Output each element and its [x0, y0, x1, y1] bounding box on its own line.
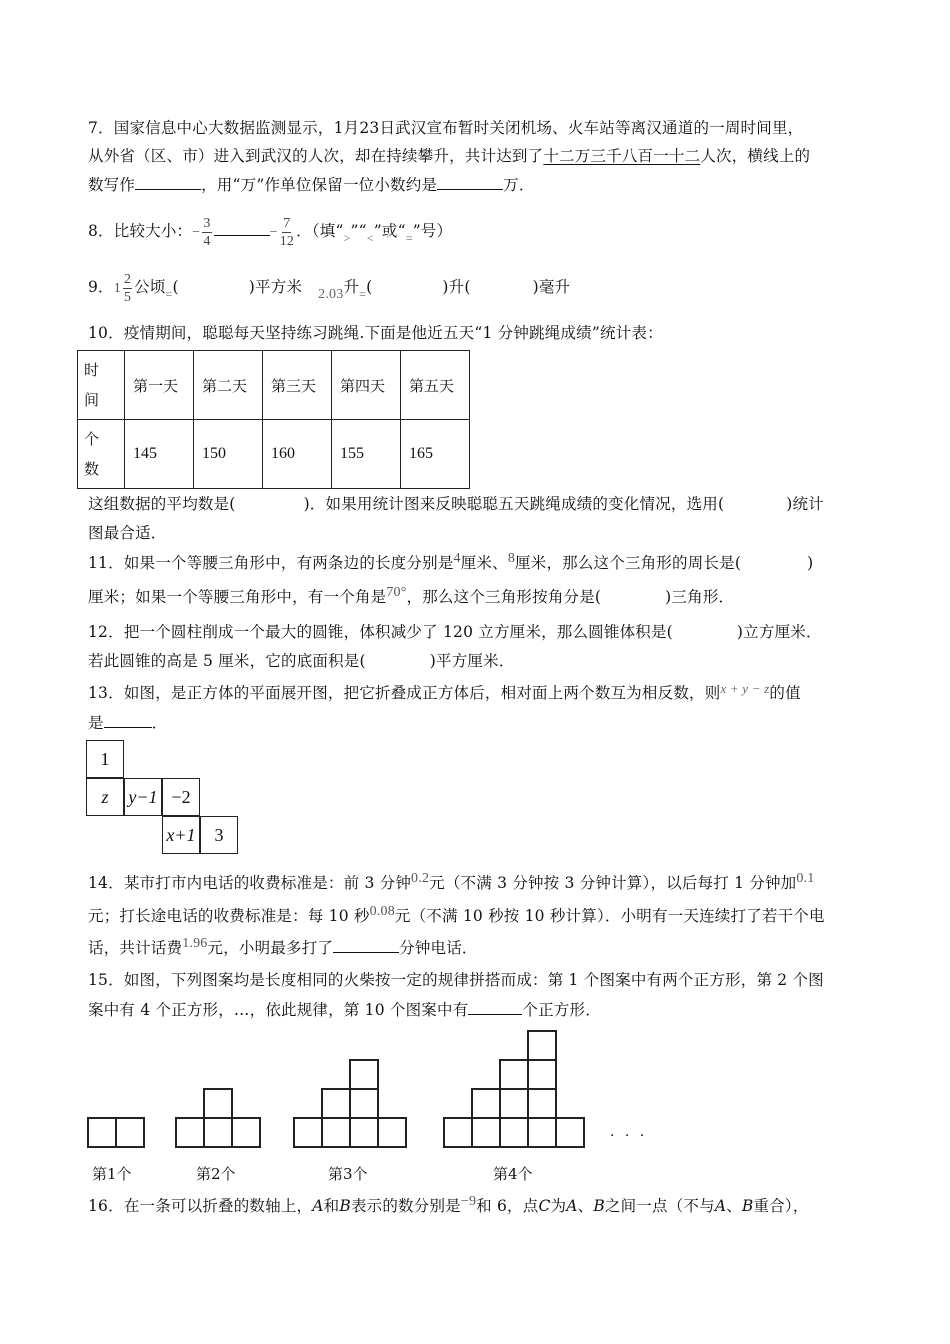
q14-text: 元（不满 10 秒按 10 秒计算）．小明有一天连续打了若干个电 — [394, 907, 825, 925]
q9-label: 9． — [88, 278, 114, 296]
value-2-03: 2.03 — [318, 287, 344, 302]
equals-symbol: = — [165, 287, 173, 301]
q13-answer-blank[interactable] — [104, 713, 152, 728]
header-char: 时 — [84, 361, 100, 379]
point-b: B — [339, 1197, 351, 1215]
q14-line2 — [88, 906, 825, 928]
q16-line1 — [88, 1196, 809, 1218]
q12-line2 — [88, 651, 515, 671]
denominator: 5 — [123, 289, 132, 305]
table-cell-day: 第五天 — [401, 351, 470, 420]
q11-text: ，那么这个三角形按角分是( — [406, 588, 602, 606]
q7-answer-blank-1[interactable] — [135, 175, 201, 190]
expression-x-plus-y-minus-z: x + y − z — [720, 681, 770, 696]
q10-after-line2: 图最合适． — [88, 524, 167, 542]
unit-liter: )升( — [442, 278, 471, 296]
q11-text: 11．如果一个等腰三角形中，有两条边的长度分别是 — [88, 554, 454, 572]
table-row-counts — [78, 420, 470, 489]
expr-x-plus-1: x+1 — [166, 824, 196, 845]
value-minus-9: −9 — [460, 1194, 477, 1209]
q16-text: 、 — [577, 1197, 594, 1215]
q11-line1 — [88, 553, 813, 575]
numerator: 3 — [203, 215, 211, 231]
net-face-y-minus-1 — [124, 778, 162, 816]
q7-text: 人次，横线上的 — [700, 147, 811, 165]
q14-text: 分钟电话． — [399, 939, 478, 957]
q16-text: 、 — [726, 1197, 742, 1215]
table-cell-day: 第三天 — [263, 351, 332, 420]
q10-text: 这组数据的平均数是( — [88, 495, 236, 513]
q10-text: )统计 — [786, 495, 824, 513]
q9-line — [88, 270, 570, 306]
q7-text: 万． — [503, 176, 535, 194]
q12-text: )平方厘米． — [429, 652, 515, 670]
q7-text: 数写作 — [88, 176, 136, 194]
net-face-z — [86, 778, 124, 816]
jump-rope-score-table — [77, 350, 470, 489]
header-char: 数 — [84, 460, 100, 478]
q8-hint: ”或“ — [373, 222, 406, 240]
numerator: 7 — [283, 215, 291, 231]
denominator: 12 — [279, 233, 295, 249]
q7-line2 — [88, 146, 810, 166]
q11-text: 厘米；如果一个等腰三角形中，有一个角是 — [88, 588, 387, 606]
minus-sign: − — [269, 225, 278, 240]
denominator: 4 — [203, 233, 211, 249]
side-length-4: 4 — [453, 551, 461, 566]
paren: ( — [366, 278, 373, 296]
q16-text: 表示的数分别是 — [350, 1197, 461, 1215]
q14-text: 14．某市打市内电话的收费标准是：前 3 分钟 — [88, 874, 412, 892]
q8-line — [88, 214, 452, 250]
table-cell-count: 145 — [125, 420, 194, 489]
q15-text: 个正方形． — [522, 1001, 601, 1019]
net-face-x-plus-1 — [162, 816, 200, 854]
q11-text: 厘米、 — [460, 554, 508, 572]
unit-liter: 升 — [343, 278, 360, 296]
table-cell-count: 150 — [194, 420, 263, 489]
q12-text: )立方厘米． — [736, 623, 822, 641]
q14-text: 元，小明最多打了 — [207, 939, 334, 957]
q7-underlined-number-words: 十二万三千八百一十二 — [543, 147, 701, 165]
figure-label-4: 第4个 — [493, 1165, 533, 1183]
price-0-08: 0.08 — [369, 904, 395, 919]
angle-70-degrees: 70° — [386, 585, 407, 600]
q13-text: 的值 — [769, 684, 801, 702]
minus-sign: − — [192, 225, 201, 240]
figure-label-1: 第1个 — [92, 1165, 132, 1183]
point-c: C — [538, 1197, 551, 1215]
table-cell-count: 155 — [332, 420, 401, 489]
net-face-3: 3 — [200, 816, 238, 854]
net-face-1: 1 — [86, 740, 124, 778]
q14-answer-blank[interactable] — [333, 938, 399, 953]
q13-line2 — [88, 713, 167, 733]
numerator: 2 — [123, 271, 132, 287]
q8-label: 8．比较大小： — [88, 222, 193, 240]
unit-square-meter: )平方米 — [248, 278, 303, 296]
q11-text: ) — [807, 554, 814, 572]
q14-line3 — [88, 938, 478, 960]
q13-text: 是 — [88, 714, 104, 732]
q8-hint: ”“ — [350, 222, 367, 240]
q15-line1: 15．如图，下列图案均是长度相同的火柴按一定的规律拼搭而成：第 1 个图案中有两个正方形，第 2 个图 — [88, 971, 824, 989]
figure-label-3: 第3个 — [328, 1165, 368, 1183]
price-0-1: 0.1 — [796, 871, 815, 886]
total-1-96: 1.96 — [182, 936, 208, 951]
table-row-days — [78, 351, 470, 420]
table-header-time — [78, 351, 125, 420]
q10-text: )．如果用统计图来反映聪聪五天跳绳成绩的变化情况，选用( — [303, 495, 725, 513]
table-header-count — [78, 420, 125, 489]
q11-line2 — [88, 587, 734, 609]
q7-line3 — [88, 175, 535, 195]
q16-text: 和 — [323, 1197, 340, 1215]
table-cell-count: 165 — [401, 420, 470, 489]
side-length-8: 8 — [507, 551, 516, 566]
point-a: A — [312, 1197, 324, 1215]
q7-answer-blank-2[interactable] — [437, 175, 503, 190]
q7-line1: 7．国家信息中心大数据监测显示，1月23日武汉宣布暂时关闭机场、火车站等离汉通道的一周时间里， — [88, 119, 804, 137]
q15-text: 案中有 4 个正方形，…，依此规律，第 10 个图案中有 — [88, 1001, 469, 1019]
q7-text: 从外省（区、市）进入到武汉的人次，却在持续攀升，共计达到了 — [88, 147, 544, 165]
q7-text: ，用“万”作单位保留一位小数约是 — [201, 176, 438, 194]
q16-text: 之间一点（不与 — [604, 1197, 715, 1215]
equals-symbol: = — [405, 231, 413, 245]
equals-symbol: = — [359, 287, 367, 301]
fraction-3-4 — [202, 215, 211, 250]
figure-label-2: 第2个 — [196, 1165, 236, 1183]
point-b: B — [593, 1197, 605, 1215]
q8-hint: ”号） — [412, 222, 453, 240]
unit-hectare: 公顷 — [134, 278, 166, 296]
net-face-minus-2: −2 — [162, 778, 200, 816]
point-a: A — [566, 1197, 578, 1215]
mixed-number-whole: 1 — [113, 281, 121, 296]
q13-text: ． — [151, 714, 168, 732]
ellipsis: · · · — [610, 1128, 648, 1144]
q8-answer-blank[interactable] — [214, 221, 270, 236]
q12-text: 若此圆锥的高是 5 厘米，它的底面积是( — [88, 652, 366, 670]
var-z: z — [101, 786, 109, 807]
q13-text: 13．如图，是正方体的平面展开图，把它折叠成正方体后，相对面上两个数互为相反数，则 — [88, 684, 721, 702]
unit-milliliter: )毫升 — [532, 278, 571, 296]
header-char: 间 — [84, 391, 100, 409]
q13-line1 — [88, 683, 801, 704]
q11-text: )三角形． — [665, 588, 735, 606]
table-cell-day: 第四天 — [332, 351, 401, 420]
q14-line1 — [88, 873, 814, 895]
table-cell-count: 160 — [263, 420, 332, 489]
expr-y-minus-1: y−1 — [128, 786, 158, 807]
table-cell-day: 第二天 — [194, 351, 263, 420]
header-char: 个 — [84, 430, 100, 448]
q12-text: 12．把一个圆柱削成一个最大的圆锥，体积减少了 120 立方厘米，那么圆锥体积是( — [88, 623, 673, 641]
point-b: B — [741, 1197, 754, 1215]
q15-line2 — [88, 1000, 601, 1020]
price-0-2: 0.2 — [411, 871, 430, 886]
fraction-7-12 — [280, 215, 294, 250]
q12-line1 — [88, 622, 822, 642]
fraction-2-5 — [123, 271, 132, 306]
less-than-symbol: < — [366, 231, 374, 245]
table-cell-day: 第一天 — [125, 351, 194, 420]
point-a: A — [714, 1197, 727, 1215]
q16-text: 重合）， — [753, 1197, 809, 1215]
q16-text: 为 — [550, 1197, 567, 1215]
q16-text: 和 6，点 — [476, 1197, 539, 1215]
q16-text: 16．在一条可以折叠的数轴上， — [88, 1197, 313, 1215]
q10-intro: 10．疫情期间，聪聪每天坚持练习跳绳.下面是他近五天“1 分钟跳绳成绩”统计表： — [88, 324, 663, 342]
q11-text: 厘米，那么这个三角形的周长是( — [515, 554, 742, 572]
q14-text: 元；打长途电话的收费标准是：每 10 秒 — [88, 907, 370, 925]
q8-hint: ．（填“ — [296, 222, 344, 240]
q14-text: 元（不满 3 分钟按 3 分钟计算），以后每打 1 分钟加 — [429, 874, 797, 892]
paren: ( — [172, 278, 179, 296]
greater-than-symbol: > — [343, 231, 351, 245]
q15-answer-blank[interactable] — [468, 1000, 522, 1015]
q10-after-line1 — [88, 494, 824, 514]
q14-text: 话，共计话费 — [88, 939, 183, 957]
